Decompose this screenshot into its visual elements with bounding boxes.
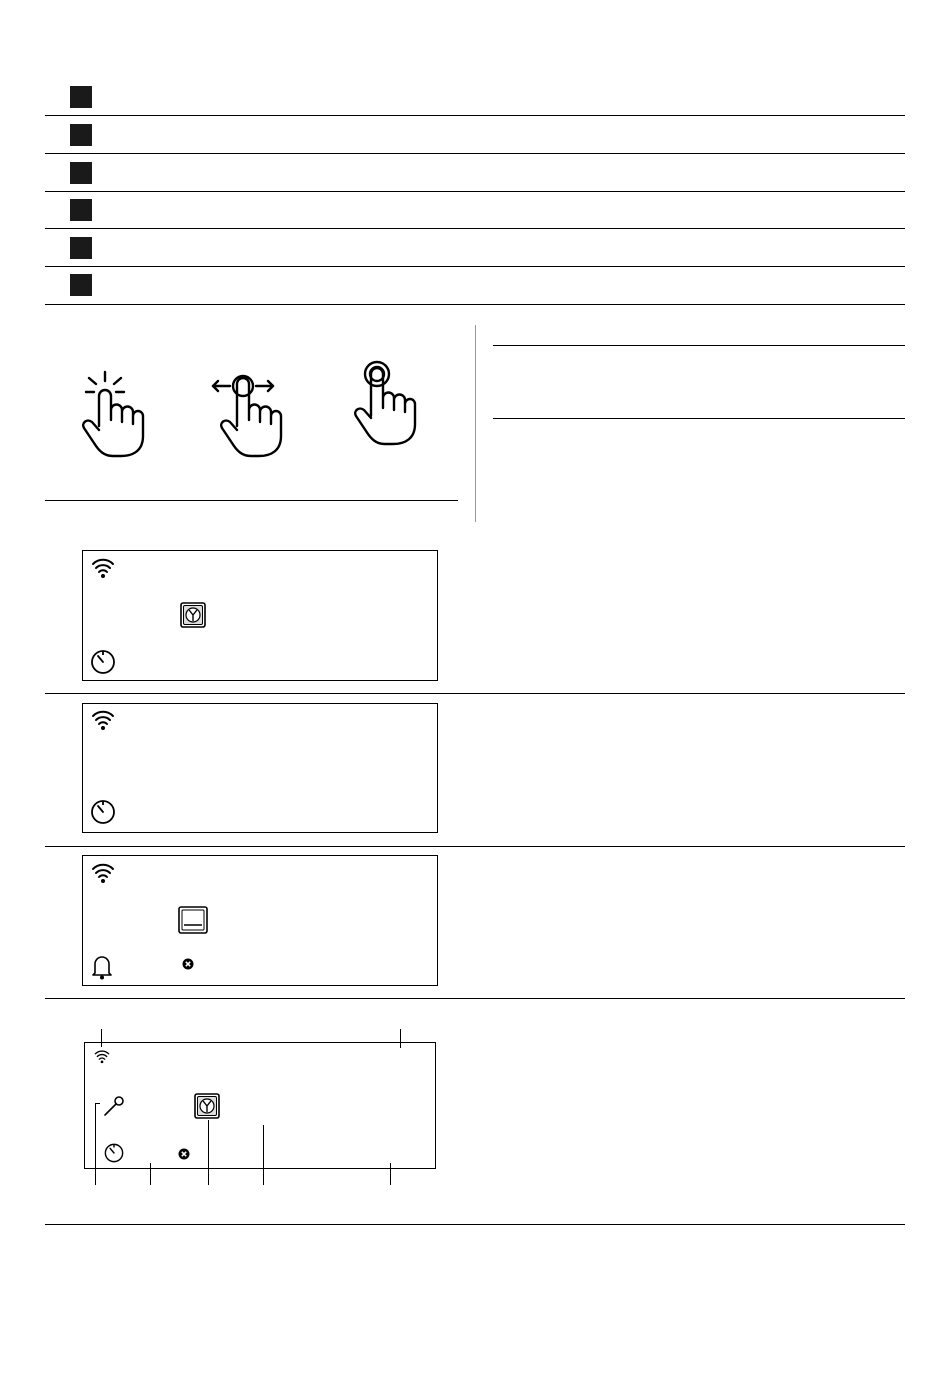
callout-line: [150, 1163, 151, 1185]
callout-line: [390, 1163, 391, 1185]
callout-line: [95, 1103, 100, 1104]
callout-line: [400, 1029, 401, 1048]
list-marker-6: [70, 274, 92, 296]
callout-line: [208, 1120, 209, 1185]
callout-line: [101, 1029, 102, 1047]
row-divider: [45, 153, 905, 154]
swipe-gesture-icon: [210, 372, 290, 462]
timer-icon: [89, 798, 117, 826]
right-rule-bottom: [493, 418, 905, 419]
fan-heating-icon: [180, 602, 206, 628]
wifi-icon: [91, 709, 115, 731]
bell-icon: [90, 952, 114, 980]
core-probe-icon: [103, 1095, 125, 1117]
wifi-icon: [91, 862, 115, 884]
fan-heating-icon: [194, 1093, 220, 1119]
wifi-icon: [91, 557, 115, 579]
section-divider: [45, 998, 905, 999]
callout-line: [95, 1103, 96, 1185]
callout-line: [263, 1125, 264, 1185]
display-panel-2: [82, 703, 438, 833]
display-panel-1: [82, 550, 438, 681]
list-marker-1: [70, 86, 92, 108]
section-divider: [45, 1224, 905, 1225]
panel-edge: [84, 1168, 436, 1169]
section-divider: [45, 693, 905, 694]
row-divider: [45, 115, 905, 116]
right-rule-top: [493, 345, 905, 346]
panel-edge: [84, 1042, 436, 1043]
oven-function-icon: [178, 906, 208, 934]
close-small-icon: [178, 1148, 190, 1160]
long-press-gesture-icon: [352, 360, 422, 455]
close-small-icon: [182, 958, 194, 970]
gesture-divider: [45, 500, 458, 501]
wifi-icon: [94, 1049, 110, 1064]
panel-edge: [84, 1042, 85, 1169]
list-marker-5: [70, 237, 92, 259]
column-divider: [475, 325, 476, 522]
section-divider: [45, 846, 905, 847]
row-divider: [45, 304, 905, 305]
timer-icon: [89, 648, 117, 676]
panel-edge: [435, 1042, 436, 1169]
list-marker-3: [70, 162, 92, 184]
timer-icon: [103, 1142, 125, 1164]
list-marker-4: [70, 199, 92, 221]
row-divider: [45, 228, 905, 229]
display-panel-3: [82, 855, 438, 986]
row-divider: [45, 191, 905, 192]
list-marker-2: [70, 124, 92, 146]
row-divider: [45, 266, 905, 267]
tap-gesture-icon: [78, 368, 148, 463]
